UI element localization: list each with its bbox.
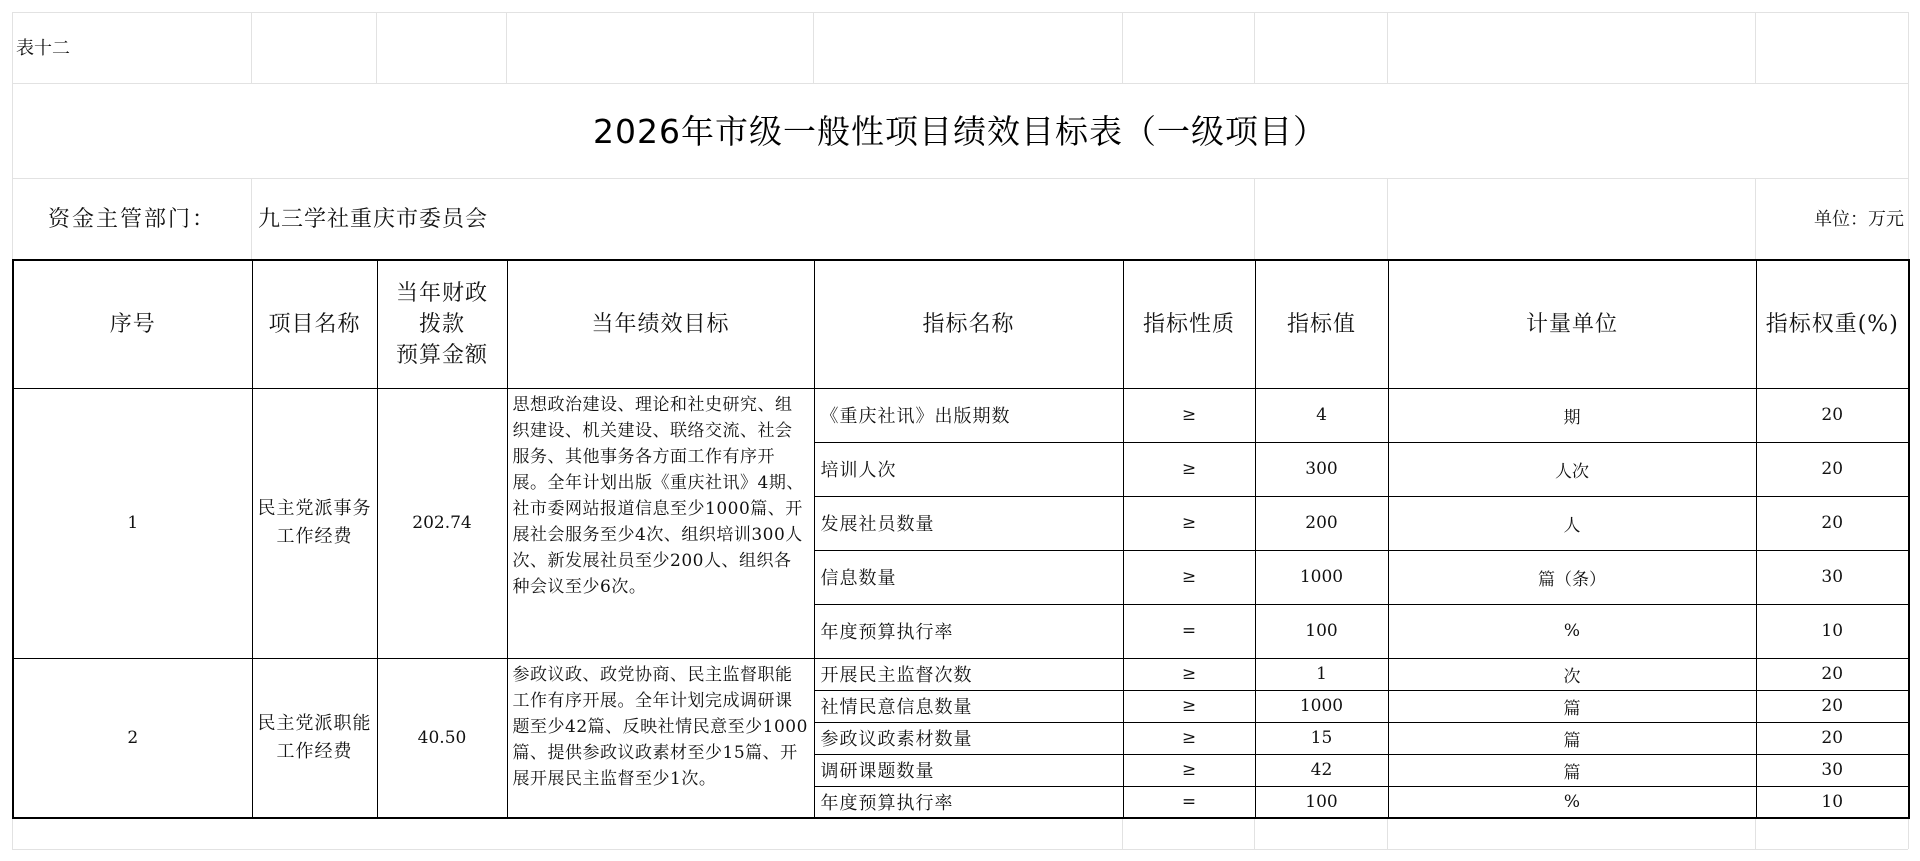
column-header-goal: 当年绩效目标: [507, 260, 814, 388]
indicator-weight: 20: [1756, 496, 1909, 550]
indicator-weight: 20: [1756, 442, 1909, 496]
department-label: 资金主管部门：: [48, 207, 217, 232]
indicator-nature: =: [1123, 786, 1255, 818]
indicator-name: 培训人次: [814, 442, 1123, 496]
indicator-value: 1: [1255, 658, 1388, 690]
page-title: 2026年市级一般性项目绩效目标表（一级项目）: [593, 112, 1327, 151]
column-header-unit: 计量单位: [1388, 260, 1756, 388]
indicator-unit: %: [1388, 604, 1756, 658]
indicator-weight: 30: [1756, 550, 1909, 604]
indicator-unit: 篇: [1388, 722, 1756, 754]
column-header-budget-line: 预算金额: [395, 342, 488, 368]
indicator-nature: ≥: [1123, 550, 1255, 604]
indicator-value: 100: [1255, 786, 1388, 818]
indicator-weight: 20: [1756, 722, 1909, 754]
indicator-value: 300: [1255, 442, 1388, 496]
indicator-nature: ≥: [1123, 442, 1255, 496]
column-header-budget-line: 当年财政: [395, 280, 488, 306]
indicator-name: 发展社员数量: [814, 496, 1123, 550]
indicator-value: 42: [1255, 754, 1388, 786]
indicator-nature: ≥: [1123, 722, 1255, 754]
indicator-name: 年度预算执行率: [814, 604, 1123, 658]
indicator-value: 4: [1255, 388, 1388, 442]
column-header-weight: 指标权重(%): [1756, 260, 1909, 388]
indicator-unit: 人: [1388, 496, 1756, 550]
indicator-weight: 10: [1756, 786, 1909, 818]
column-header-indicator-value: 指标值: [1255, 260, 1388, 388]
indicator-value: 1000: [1255, 550, 1388, 604]
project-goal: 参政议政、政党协商、民主监督职能工作有序开展。全年计划完成调研课题至少42篇、反映社情民意至少1000篇、提供参政议政素材至少15篇、开展开展民主监督至少1次。: [507, 658, 814, 818]
column-header-indicator-nature: 指标性质: [1123, 260, 1255, 388]
table-row: [13, 388, 1909, 442]
column-header-indicator-name: 指标名称: [814, 260, 1123, 388]
performance-target-table: [12, 259, 1910, 819]
indicator-value: 100: [1255, 604, 1388, 658]
indicator-unit: 篇: [1388, 754, 1756, 786]
table-row: [13, 658, 1909, 690]
indicator-unit: %: [1388, 786, 1756, 818]
indicator-weight: 20: [1756, 658, 1909, 690]
project-goal: 思想政治建设、理论和社史研究、组织建设、机关建设、联络交流、社会服务、其他事务各方面工作有序开展。全年计划出版《重庆社讯》4期、社市委网站报道信息至少1000篇、开展社会服务至少4次、组织培训300人次、新发展社员至少200人、组织各种会议至少6次。: [507, 388, 814, 658]
indicator-weight: 20: [1756, 690, 1909, 722]
column-header-budget-line: 拨款: [418, 311, 465, 337]
indicator-value: 1000: [1255, 690, 1388, 722]
indicator-name: 信息数量: [814, 550, 1123, 604]
project-seq: 1: [13, 388, 252, 658]
indicator-unit: 篇（条）: [1388, 550, 1756, 604]
project-seq: 2: [13, 658, 252, 818]
indicator-name: 《重庆社讯》出版期数: [814, 388, 1123, 442]
column-header-project-name: 项目名称: [252, 260, 377, 388]
indicator-nature: ≥: [1123, 690, 1255, 722]
indicator-unit: 期: [1388, 388, 1756, 442]
project-name: 民主党派职能工作经费: [252, 658, 377, 818]
column-header-seq: 序号: [13, 260, 252, 388]
indicator-name: 开展民主监督次数: [814, 658, 1123, 690]
project-name: 民主党派事务工作经费: [252, 388, 377, 658]
indicator-unit: 次: [1388, 658, 1756, 690]
column-header-row: [13, 260, 1909, 388]
indicator-name: 社情民意信息数量: [814, 690, 1123, 722]
indicator-unit: 人次: [1388, 442, 1756, 496]
department-value: 九三学社重庆市委员会: [258, 207, 489, 232]
column-header-budget: [377, 260, 507, 388]
indicator-nature: ≥: [1123, 754, 1255, 786]
indicator-nature: =: [1123, 604, 1255, 658]
indicator-name: 年度预算执行率: [814, 786, 1123, 818]
indicator-weight: 20: [1756, 388, 1909, 442]
indicator-weight: 30: [1756, 754, 1909, 786]
project-budget: 202.74: [377, 388, 507, 658]
indicator-weight: 10: [1756, 604, 1909, 658]
indicator-value: 200: [1255, 496, 1388, 550]
project-budget: 40.50: [377, 658, 507, 818]
indicator-nature: ≥: [1123, 496, 1255, 550]
indicator-name: 调研课题数量: [814, 754, 1123, 786]
indicator-name: 参政议政素材数量: [814, 722, 1123, 754]
indicator-value: 15: [1255, 722, 1388, 754]
indicator-unit: 篇: [1388, 690, 1756, 722]
table-label: 表十二: [16, 38, 70, 59]
indicator-nature: ≥: [1123, 658, 1255, 690]
unit-label: 单位：万元: [1814, 209, 1904, 230]
indicator-nature: ≥: [1123, 388, 1255, 442]
